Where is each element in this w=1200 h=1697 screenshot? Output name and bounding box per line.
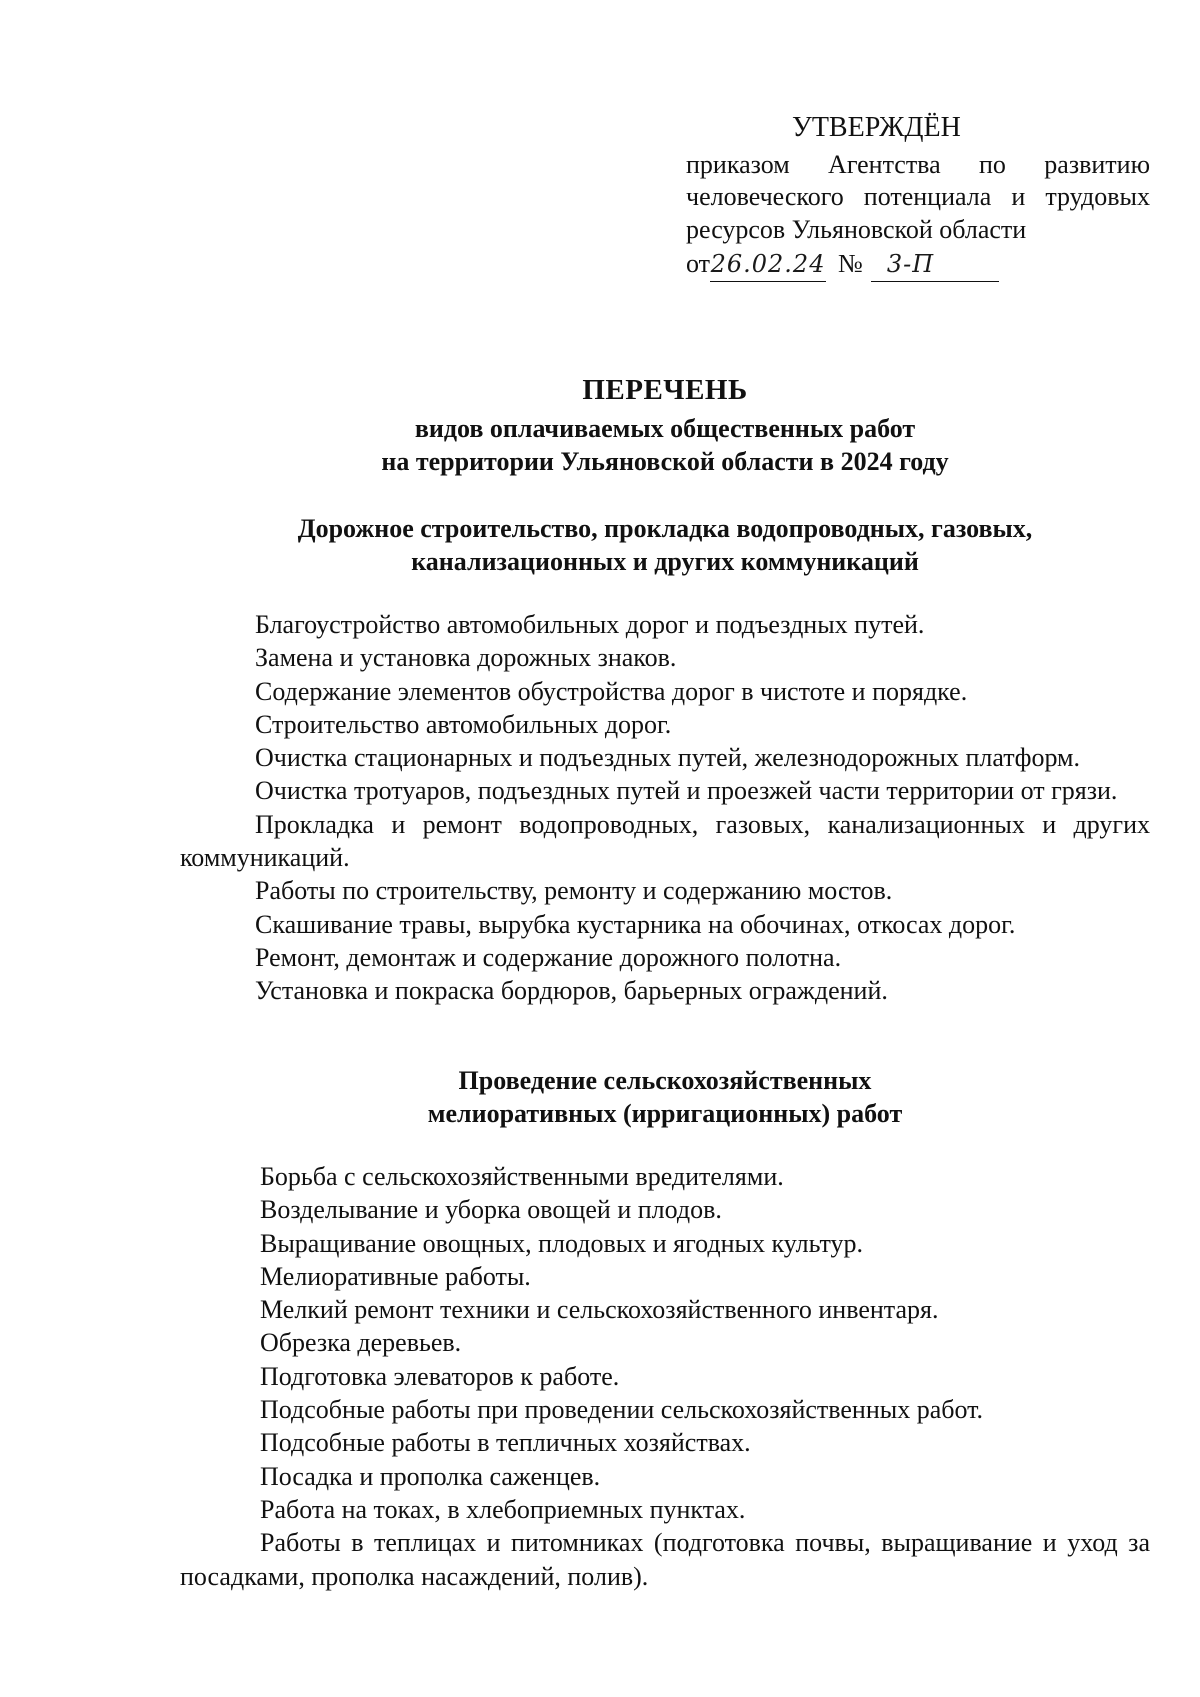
section-list-road [180, 608, 1150, 1008]
approval-stamp [686, 112, 1150, 282]
list-item: Содержание элементов обустройства дорог в чистоте и порядке. [255, 676, 968, 706]
list-item: Работы в теплицах и питомниках (подготовка почвы, выращивание и уход за посадками, прополка насаждений, полив). [180, 1528, 1150, 1591]
section-heading-line-2: канализационных и других коммуникаций [411, 547, 919, 576]
list-item: Очистка тротуаров, подъездных путей и проезжей части территории от грязи. [255, 776, 1118, 806]
list-item: Очистка стационарных и подъездных путей, железнодорожных платформ. [255, 743, 1081, 773]
list-item: Выращивание овощных, плодовых и ягодных культур. [260, 1228, 863, 1258]
approval-title: УТВЕРЖДЁН [792, 112, 961, 143]
document-subtitle [180, 412, 1150, 478]
number-label: № [838, 249, 863, 278]
list-item: Работы по строительству, ремонту и содержанию мостов. [255, 876, 893, 906]
subtitle-line-2: на территории Ульяновской области в 2024 году [381, 447, 949, 476]
list-item: Установка и покраска бордюров, барьерных ограждений. [255, 976, 888, 1006]
list-item: Подсобные работы в тепличных хозяйствах. [260, 1428, 751, 1458]
section-list-agriculture [180, 1160, 1150, 1593]
list-item: Подготовка элеваторов к работе. [260, 1361, 620, 1391]
list-item: Благоустройство автомобильных дорог и подъездных путей. [255, 610, 925, 639]
approval-text: приказом Агентства по развитию человеческого потенциала и трудовых ресурсов Ульяновской области [686, 149, 1150, 244]
section-heading-line-1: Проведение сельскохозяйственных [458, 1066, 872, 1095]
section-heading-line-1: Дорожное строительство, прокладка водопроводных, газовых, [297, 514, 1033, 543]
section-heading-road [180, 512, 1150, 578]
approval-date-number [686, 248, 1150, 282]
list-item: Возделывание и уборка овощей и плодов. [260, 1195, 722, 1225]
list-item: Мелиоративные работы. [260, 1261, 531, 1291]
handwritten-date: 26.02.24 [710, 248, 826, 282]
list-item: Подсобные работы при проведении сельскохозяйственных работ. [260, 1395, 984, 1425]
date-prefix: от [686, 249, 711, 278]
list-item: Замена и установка дорожных знаков. [255, 643, 677, 673]
list-item: Прокладка и ремонт водопроводных, газовых, канализационных и других коммуникаций. [180, 809, 1150, 873]
document-title: ПЕРЕЧЕНЬ [582, 374, 748, 406]
handwritten-number: 3-П [871, 248, 999, 282]
list-item: Борьба с сельскохозяйственными вредителями. [260, 1162, 784, 1191]
list-item: Посадка и прополка саженцев. [260, 1461, 601, 1491]
list-item: Скашивание травы, вырубка кустарника на обочинах, откосах дорог. [255, 909, 1016, 939]
section-heading-line-2: мелиоративных (ирригационных) работ [427, 1099, 903, 1128]
subtitle-line-1: видов оплачиваемых общественных работ [414, 414, 916, 443]
section-heading-agriculture [180, 1064, 1150, 1130]
list-item: Строительство автомобильных дорог. [255, 709, 672, 739]
list-item: Мелкий ремонт техники и сельскохозяйственного инвентаря. [260, 1295, 939, 1325]
list-item: Работа на токах, в хлебоприемных пунктах. [260, 1494, 746, 1524]
list-item: Обрезка деревьев. [260, 1328, 462, 1358]
list-item: Ремонт, демонтаж и содержание дорожного полотна. [255, 942, 842, 972]
